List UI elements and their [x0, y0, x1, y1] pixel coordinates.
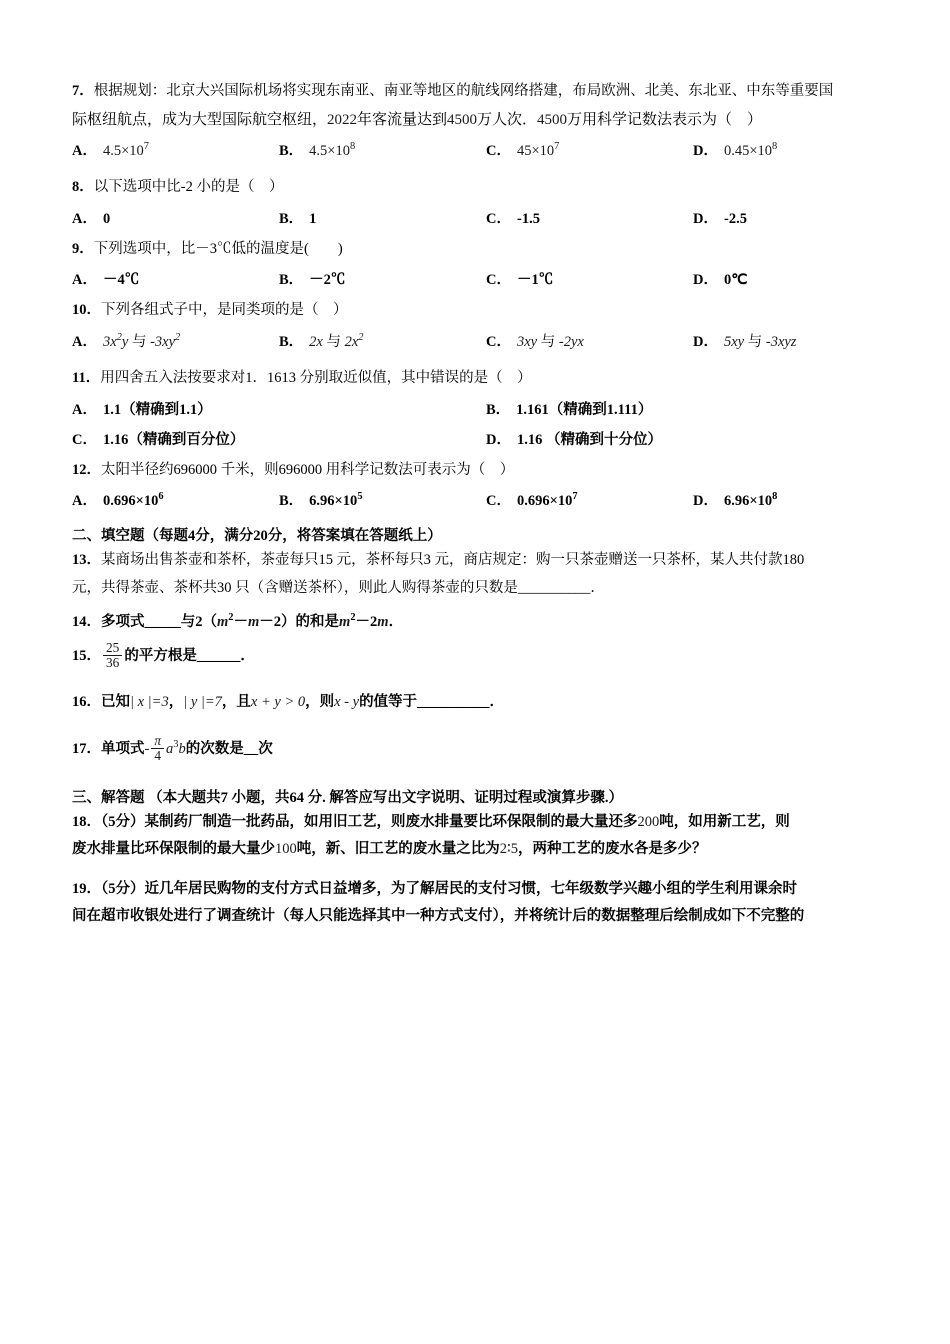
question-11-text: 用四舍五入法按要求对1．1613 分别取近似值，其中错误的是（ ） — [100, 370, 532, 387]
question-14-m3: m — [339, 613, 351, 630]
question-12-options — [72, 488, 900, 514]
option-11-c[interactable] — [72, 427, 486, 453]
question-19-line1 — [72, 876, 900, 904]
question-16-m2: | y |=7 — [183, 694, 222, 711]
question-10-options — [72, 329, 900, 355]
option-10-b-label: B． — [279, 333, 304, 350]
option-7-c-value: 45×10 — [516, 143, 555, 160]
option-10-d-label: D． — [693, 333, 718, 350]
question-15 — [72, 642, 900, 671]
question-16-m3: x + y > 0 — [250, 694, 306, 711]
option-11-c-label: C． — [72, 431, 97, 448]
question-18-n2: 100 — [275, 841, 297, 858]
question-11 — [72, 365, 900, 393]
question-7-number: 7． — [72, 83, 94, 99]
option-11-c-value: 1.16（精确到百分位） — [102, 431, 245, 448]
option-12-c-value: 0.696×10 — [516, 493, 573, 510]
option-10-c-mid: 与 — [540, 333, 556, 350]
question-15-denominator: 36 — [103, 655, 122, 670]
option-12-a[interactable] — [72, 488, 279, 514]
question-18-text-a: （5分）某制药厂制造一批药品，如用旧工艺，则废水排量要比环保限制的最大量还多 — [101, 813, 638, 830]
question-14-m2: m — [248, 613, 260, 630]
option-10-c-right: -2yx — [558, 333, 584, 350]
option-11-a-label: A． — [72, 401, 97, 418]
option-12-d-exp: 8 — [772, 491, 778, 503]
option-12-c-label: C． — [486, 493, 511, 510]
option-7-a[interactable] — [72, 138, 279, 164]
question-7 — [72, 78, 900, 106]
question-17-fraction — [151, 734, 164, 763]
question-12 — [72, 457, 900, 485]
question-16-text-a: 已知 — [101, 694, 130, 711]
section-two-heading: 二、填空题（每题4分，满分20分，将答案填在答题纸上） — [72, 528, 442, 545]
option-10-d-mid: 与 — [747, 333, 763, 350]
question-13-line1 — [72, 547, 900, 575]
question-14-exp2: 2 — [350, 611, 356, 623]
question-9-number: 9． — [72, 240, 94, 257]
option-12-d[interactable] — [693, 488, 900, 514]
question-17-m2: b — [178, 740, 186, 757]
question-17-number: 17． — [72, 740, 101, 757]
option-8-d-value: -2.5 — [723, 210, 747, 227]
question-18-text-b: 吨，如用新工艺，则 — [659, 813, 790, 830]
question-17-numerator: π — [154, 732, 162, 748]
option-12-b[interactable] — [279, 488, 486, 514]
option-8-d-label: D． — [693, 210, 718, 227]
question-18-n3: 2∶5 — [499, 841, 519, 858]
question-14-number: 14． — [72, 613, 101, 630]
question-17-exp1: 3 — [173, 738, 179, 750]
option-10-a[interactable] — [72, 329, 279, 355]
option-10-b-rexp: 2 — [358, 332, 364, 344]
question-14-text-c: －2）的和是 — [259, 613, 340, 630]
option-9-b[interactable] — [279, 267, 486, 293]
question-16-text-c: ，且 — [221, 694, 251, 711]
option-10-d-left: 5xy — [723, 333, 745, 350]
question-14-exp1: 2 — [228, 611, 234, 623]
option-11-d-value: 1.16 （精确到十分位） — [516, 431, 662, 448]
option-7-b-label: B． — [279, 143, 304, 160]
option-7-d[interactable] — [693, 138, 900, 164]
option-12-b-exp: 5 — [357, 491, 363, 503]
question-17-denominator: 4 — [151, 748, 164, 763]
option-8-c-value: -1.5 — [516, 210, 540, 227]
option-10-c[interactable] — [486, 329, 693, 355]
question-14-m4: m — [377, 613, 389, 630]
question-8-options — [72, 206, 900, 232]
option-7-a-exp: 7 — [143, 141, 150, 153]
option-10-b-right: 2x — [344, 333, 359, 350]
question-7-text-d: 万人次． — [477, 111, 538, 128]
question-18-number: 18． — [72, 813, 101, 830]
option-12-a-exp: 6 — [158, 491, 164, 503]
option-12-b-value: 6.96×10 — [309, 493, 358, 510]
question-18-line2 — [72, 836, 900, 864]
option-11-a[interactable] — [72, 397, 486, 423]
option-12-b-label: B． — [279, 493, 304, 510]
option-9-a[interactable] — [72, 267, 279, 293]
option-10-a-lvar: y — [121, 333, 129, 350]
option-10-b[interactable] — [279, 329, 486, 355]
option-9-d-value: 0℃ — [723, 272, 748, 289]
question-7-num2: 4500 — [537, 111, 568, 128]
question-16-text-b: ， — [168, 694, 184, 711]
option-12-a-value: 0.696×10 — [102, 493, 159, 510]
option-7-b[interactable] — [279, 138, 486, 164]
question-8 — [72, 174, 900, 202]
question-7-options — [72, 138, 900, 164]
question-12-number: 12． — [72, 461, 101, 478]
option-7-c-label: C． — [486, 143, 511, 160]
option-10-a-lexp: 2 — [116, 332, 122, 344]
option-11-d[interactable] — [486, 427, 900, 453]
question-7-year: 2022 — [327, 111, 358, 128]
question-17-text-b: 的次数是__次 — [185, 740, 273, 757]
question-13-number: 13． — [72, 552, 101, 569]
option-8-b-label: B． — [279, 210, 304, 227]
question-14-text-b: － — [233, 613, 248, 630]
option-10-d[interactable] — [693, 329, 900, 355]
option-7-c[interactable] — [486, 138, 693, 164]
question-14-text-d: －2 — [355, 613, 378, 630]
option-11-b[interactable] — [486, 397, 900, 423]
question-14-text-e: ． — [388, 613, 404, 630]
question-16 — [72, 689, 900, 717]
option-8-a-value: 0 — [102, 210, 111, 227]
question-7-text-c: 年客流量达到 — [357, 111, 448, 128]
option-8-a[interactable] — [72, 206, 279, 232]
option-10-a-mid: 与 — [131, 333, 147, 350]
option-7-b-value: 4.5×10 — [309, 143, 350, 160]
question-11-options-row1 — [72, 397, 900, 423]
option-7-d-label: D． — [693, 143, 718, 160]
question-15-number: 15． — [72, 647, 101, 664]
question-14-text-a: 多项式_____与2（ — [101, 613, 217, 630]
option-10-a-label: A． — [72, 333, 97, 350]
question-14 — [72, 609, 900, 637]
question-18-text-e: ，两种工艺的废水各是多少？ — [518, 841, 707, 858]
option-9-c-label: C． — [486, 272, 511, 289]
option-7-a-label: A． — [72, 143, 97, 160]
option-10-a-left: 3x — [102, 333, 117, 350]
option-12-d-label: D． — [693, 493, 718, 510]
option-10-a-rexp: 2 — [175, 332, 181, 344]
option-10-a-right: -3xy — [150, 333, 176, 350]
question-7-text-b: 际枢纽航点，成为大型国际航空枢纽， — [72, 111, 328, 128]
question-16-number: 16． — [72, 694, 101, 711]
question-7-text-e: 万用科学记数法表示为（ ） — [567, 111, 763, 128]
option-10-b-mid: 与 — [326, 333, 341, 350]
question-10 — [72, 297, 900, 325]
question-13-line2 — [72, 575, 900, 603]
option-7-d-exp: 8 — [772, 141, 778, 153]
question-18-line1 — [72, 809, 900, 837]
question-18-text-d: 吨，新、旧工艺的废水量之比为 — [296, 841, 500, 858]
question-15-text: 的平方根是______． — [124, 647, 255, 664]
option-9-c[interactable] — [486, 267, 693, 293]
question-8-number: 8． — [72, 179, 94, 196]
option-8-b-value: 1 — [309, 210, 317, 227]
option-9-b-value: －2℃ — [309, 272, 346, 289]
question-16-text-d: ，则 — [305, 694, 335, 711]
question-14-m1: m — [217, 613, 229, 630]
question-7-line2 — [72, 106, 900, 135]
question-16-m1: | x |=3 — [130, 694, 169, 711]
question-18-n1: 200 — [637, 813, 660, 830]
option-11-b-value: 1.161（精确到1.111） — [516, 401, 653, 418]
question-11-options-row2 — [72, 427, 900, 453]
option-7-a-value: 4.5×10 — [102, 143, 144, 160]
page-content — [72, 78, 900, 931]
question-19-number: 19． — [72, 880, 101, 897]
option-9-d[interactable] — [693, 267, 900, 293]
question-10-text: 下列各组式子中，是同类项的是（ ） — [101, 302, 348, 319]
option-8-a-label: A． — [72, 210, 97, 227]
question-13-text-1: 某商场出售茶壶和茶杯，茶壶每只15 元，茶杯每只3 元，商店规定：购一只茶壶赠送一只茶杯，某人共付款180 — [101, 552, 805, 569]
question-9-options — [72, 267, 900, 293]
option-8-c-label: C． — [486, 210, 511, 227]
option-10-c-left: 3xy — [516, 333, 538, 350]
option-9-a-value: －4℃ — [102, 272, 140, 289]
option-12-c-exp: 7 — [572, 491, 578, 503]
option-12-d-value: 6.96×10 — [723, 493, 773, 510]
question-17 — [72, 732, 900, 764]
question-15-fraction — [103, 641, 122, 670]
option-7-d-value: 0.45×10 — [723, 143, 773, 160]
question-9 — [72, 236, 900, 264]
option-9-c-value: －1℃ — [516, 272, 554, 289]
option-9-b-label: B． — [279, 272, 304, 289]
section-three-heading: 三、解答题 （本大题共7 小题，共64 分. 解答应写出文字说明、证明过程或演算步骤.） — [72, 789, 623, 806]
option-7-b-exp: 8 — [349, 141, 356, 153]
question-11-number: 11． — [72, 370, 101, 387]
option-8-d[interactable] — [693, 206, 900, 232]
option-10-b-left: 2x — [309, 333, 323, 350]
question-7-num1: 4500 — [447, 111, 478, 128]
option-7-c-exp: 7 — [554, 141, 560, 153]
question-10-number: 10． — [72, 302, 101, 319]
question-16-text-e: 的值等于__________． — [359, 694, 505, 711]
option-12-c[interactable] — [486, 488, 693, 514]
question-9-text: 下列选项中，比－3℃低的温度是( ) — [93, 240, 343, 257]
option-8-c[interactable] — [486, 206, 693, 232]
question-12-text: 太阳半径约696000 千米，则696000 用科学记数法可表示为（ ） — [101, 461, 515, 478]
question-7-text-a: 根据规划：北京大兴国际机场将实现东南亚、南亚等地区的航线网络搭建，布局欧洲、北美、东北亚、中东等重要国 — [93, 83, 834, 99]
option-11-a-value: 1.1（精确到1.1） — [102, 401, 212, 418]
question-8-text: 以下选项中比-2 小的是（ ） — [93, 179, 284, 196]
question-19-text-1: （5分）近几年居民购物的支付方式日益增多，为了解居民的支付习惯，七年级数学兴趣小组的学生利用课余时 — [101, 880, 797, 897]
question-18-text-c: 废水排量比环保限制的最大量少 — [72, 841, 275, 858]
question-15-numerator: 25 — [106, 640, 120, 656]
question-16-m4: x - y — [334, 694, 360, 711]
question-13-text-2: 元，共得茶壶、茶杯共30 只（含赠送茶杯），则此人购得茶壶的只数是__________． — [72, 579, 605, 596]
option-9-d-label: D． — [693, 272, 718, 289]
question-19-line2 — [72, 903, 900, 931]
option-11-b-label: B． — [486, 401, 511, 418]
question-17-minus: - — [144, 740, 150, 757]
option-11-d-label: D． — [486, 431, 511, 448]
option-8-b[interactable] — [279, 206, 486, 232]
option-9-a-label: A． — [72, 272, 97, 289]
option-10-c-label: C． — [486, 333, 511, 350]
question-17-m1: a — [166, 740, 174, 757]
option-10-d-right: -3xyz — [765, 333, 797, 350]
question-19-text-2: 间在超市收银处进行了调查统计（每人只能选择其中一种方式支付），并将统计后的数据整理后绘制成如下不完整的 — [72, 908, 805, 925]
question-17-text-a: 单项式 — [101, 740, 145, 757]
option-12-a-label: A． — [72, 493, 97, 510]
